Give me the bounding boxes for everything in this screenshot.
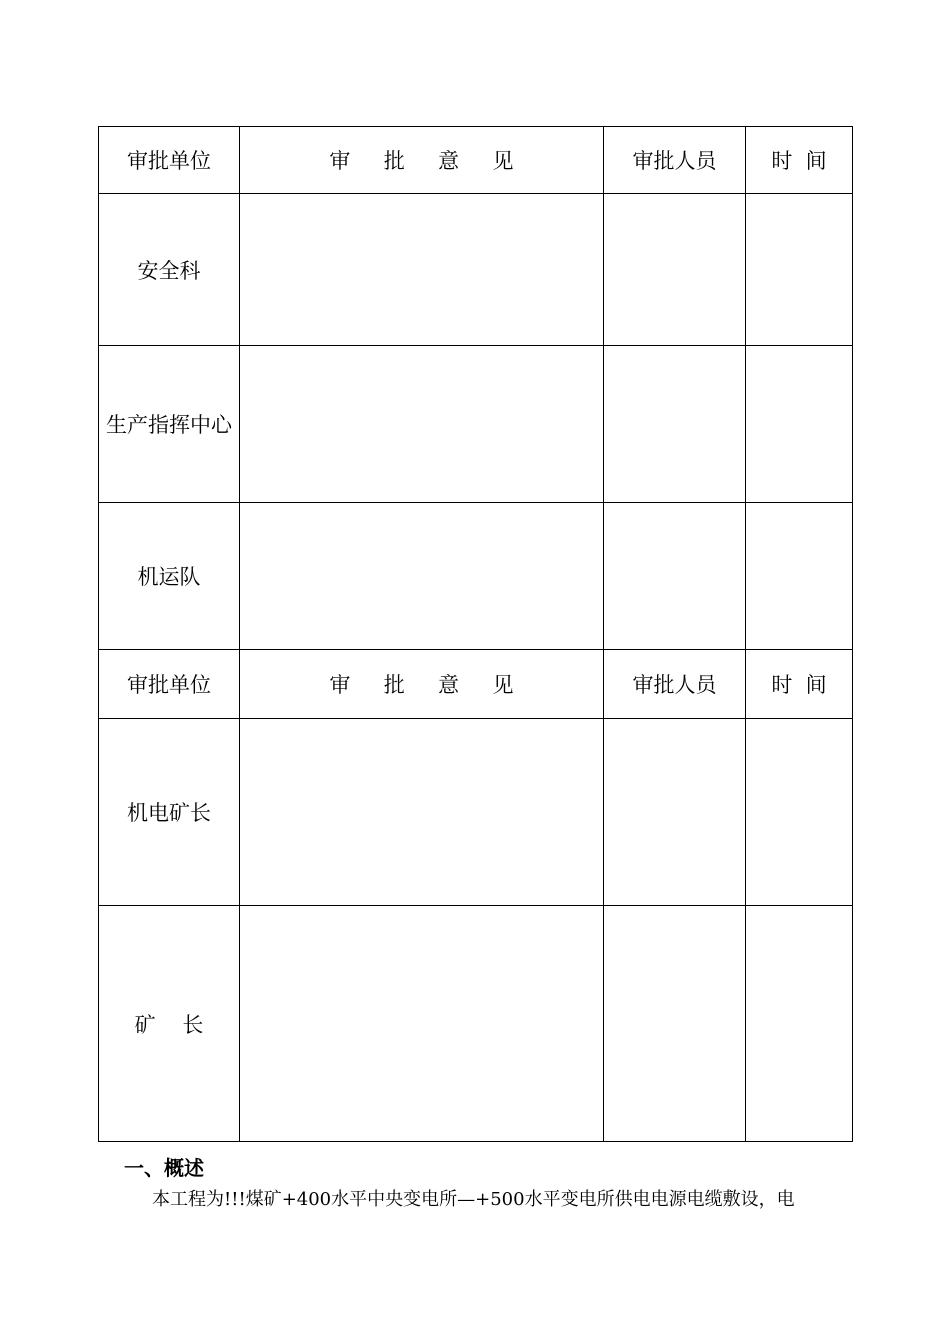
time-cell <box>746 346 853 503</box>
table-row <box>99 346 853 503</box>
header-time: 时 间 <box>746 650 853 719</box>
row-unit-safety: 安全科 <box>99 194 240 346</box>
table-row <box>99 906 853 1142</box>
opinion-cell <box>240 503 604 650</box>
header-opinion: 审 批 意 见 <box>240 127 604 194</box>
time-cell <box>746 503 853 650</box>
row-unit-production: 生产指挥中心 <box>99 346 240 503</box>
header-approver: 审批人员 <box>604 650 746 719</box>
opinion-cell <box>240 194 604 346</box>
approver-cell <box>604 906 746 1142</box>
opinion-cell <box>240 906 604 1142</box>
approver-cell <box>604 346 746 503</box>
approval-table <box>98 126 853 1142</box>
approver-cell <box>604 194 746 346</box>
opinion-cell <box>240 719 604 906</box>
approver-cell <box>604 503 746 650</box>
section-paragraph: 本工程为!!!煤矿+400水平中央变电所—+500水平变电所供电电源电缆敷设，电 <box>152 1189 795 1210</box>
row-unit-mechanical-director: 机电矿长 <box>99 719 240 906</box>
time-cell <box>746 906 853 1142</box>
table-header-row <box>99 650 853 719</box>
table-row <box>99 194 853 346</box>
approver-cell <box>604 719 746 906</box>
header-opinion: 审 批 意 见 <box>240 650 604 719</box>
time-cell <box>746 194 853 346</box>
row-unit-mine-director: 矿 长 <box>99 906 240 1142</box>
opinion-cell <box>240 346 604 503</box>
header-unit: 审批单位 <box>99 650 240 719</box>
table-header-row <box>99 127 853 194</box>
table-row <box>99 719 853 906</box>
row-unit-transport: 机运队 <box>99 503 240 650</box>
time-cell <box>746 719 853 906</box>
header-time: 时 间 <box>746 127 853 194</box>
table-row <box>99 503 853 650</box>
header-approver: 审批人员 <box>604 127 746 194</box>
header-unit: 审批单位 <box>99 127 240 194</box>
section-heading: 一、概述 <box>124 1156 204 1180</box>
